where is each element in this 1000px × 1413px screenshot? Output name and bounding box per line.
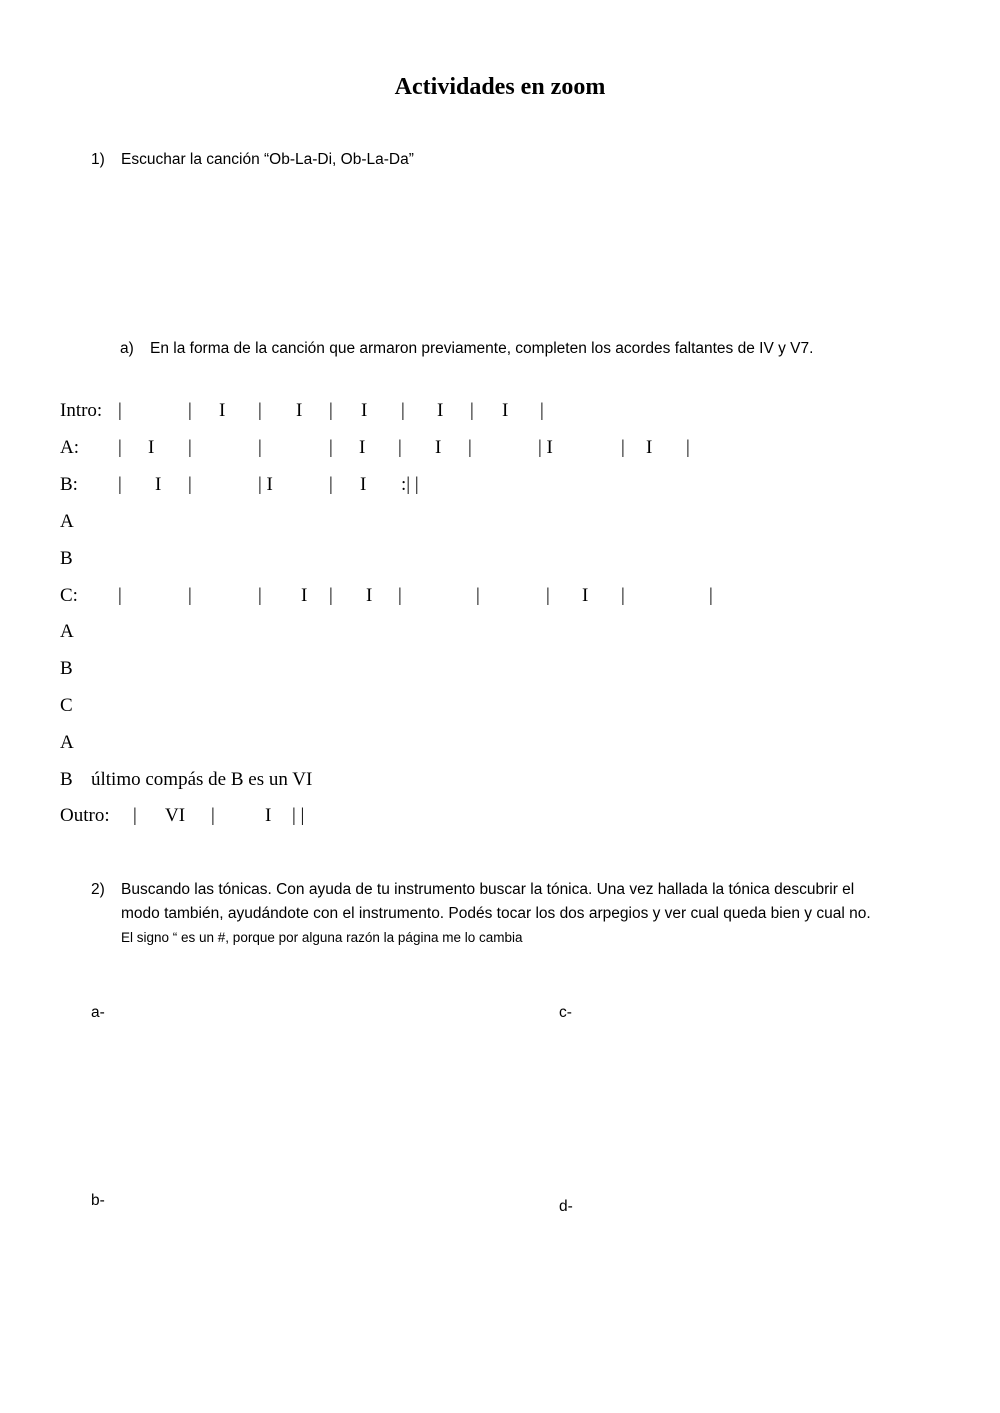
chord-symbol: I [646, 437, 653, 458]
chord-symbol: VI [165, 805, 186, 826]
bar-line: | [468, 437, 472, 458]
item1a-number: a) [120, 340, 134, 357]
answer-b-label: b- [91, 1192, 105, 1209]
answer-c-label: c- [559, 1004, 572, 1021]
chord-symbol: I [502, 400, 509, 421]
bar-line: | [258, 400, 262, 421]
chord-symbol: I [219, 400, 226, 421]
chord-symbol: I [296, 400, 303, 421]
bar-line: | [188, 474, 192, 495]
form-label-b1: B: [60, 474, 78, 495]
bar-line: | [188, 437, 192, 458]
bar-line: | [118, 474, 122, 495]
bar-line: | [401, 400, 405, 421]
bar-line: | [133, 805, 137, 826]
chord-symbol: I [361, 400, 368, 421]
form-label-c2: C [60, 695, 73, 716]
bar-line: | [329, 585, 333, 606]
bar-line: | [329, 400, 333, 421]
bar-line: | [258, 437, 262, 458]
bar-line: | [329, 437, 333, 458]
bar-line: | [476, 585, 480, 606]
chord-symbol: I [359, 437, 366, 458]
final-bar: | | [292, 805, 305, 826]
chord-symbol: I [301, 585, 308, 606]
bar-line: | [118, 585, 122, 606]
bar-line: | [118, 437, 122, 458]
bar-line: | [258, 585, 262, 606]
chord-symbol: I [435, 437, 442, 458]
chord-symbol: I [437, 400, 444, 421]
form-label-c1: C: [60, 585, 78, 606]
chord-symbol: I [582, 585, 589, 606]
form-label-b3: B [60, 658, 73, 679]
form-label-b2: B [60, 548, 73, 569]
chord-symbol: | I [538, 437, 553, 458]
bar-line: | [211, 805, 215, 826]
chord-symbol: I [155, 474, 162, 495]
item2-line1: Buscando las tónicas. Con ayuda de tu instrumento buscar la tónica. Una vez hallada la tónica descubrir el [121, 881, 855, 898]
form-label-a3: A [60, 621, 74, 642]
item2-note: El signo “ es un #, porque por alguna razón la página me lo cambia [121, 930, 523, 945]
form-label-a1: A: [60, 437, 79, 458]
bar-line: | [398, 437, 402, 458]
bar-line: | [546, 585, 550, 606]
item1a-text: En la forma de la canción que armaron previamente, completen los acordes faltantes de IV y V7. [150, 340, 814, 357]
item1-number: 1) [91, 151, 105, 168]
form-label-b4: B [60, 769, 73, 790]
form-label-outro: Outro: [60, 805, 110, 826]
bar-line: | [188, 400, 192, 421]
item1-text: Escuchar la canción “Ob-La-Di, Ob-La-Da” [121, 151, 414, 168]
bar-line: | [398, 585, 402, 606]
item2-number: 2) [91, 881, 105, 898]
chord-symbol: | I [258, 474, 273, 495]
answer-d-label: d- [559, 1198, 573, 1215]
bar-line: | [621, 437, 625, 458]
chord-symbol: I [265, 805, 272, 826]
bar-line: | [118, 400, 122, 421]
form-label-a2: A [60, 511, 74, 532]
chord-symbol: I [360, 474, 367, 495]
bar-line: | [188, 585, 192, 606]
chord-symbol: I [366, 585, 373, 606]
item2-line2: modo también, ayudándote con el instrumento. Podés tocar los dos arpegios y ver cual queda bien y cual no. [121, 905, 871, 922]
bar-line: | [686, 437, 690, 458]
chord-symbol: I [148, 437, 155, 458]
answer-a-label: a- [91, 1004, 105, 1021]
bar-line: | [329, 474, 333, 495]
bar-line: | [621, 585, 625, 606]
bar-line: | [709, 585, 713, 606]
form-label-a4: A [60, 732, 74, 753]
page-title: Actividades en zoom [394, 74, 606, 100]
form-label-intro: Intro: [60, 400, 103, 421]
form-note-b4: último compás de B es un VI [91, 769, 313, 790]
bar-line: | [540, 400, 544, 421]
repeat-sign: :| | [401, 474, 419, 495]
bar-line: | [470, 400, 474, 421]
